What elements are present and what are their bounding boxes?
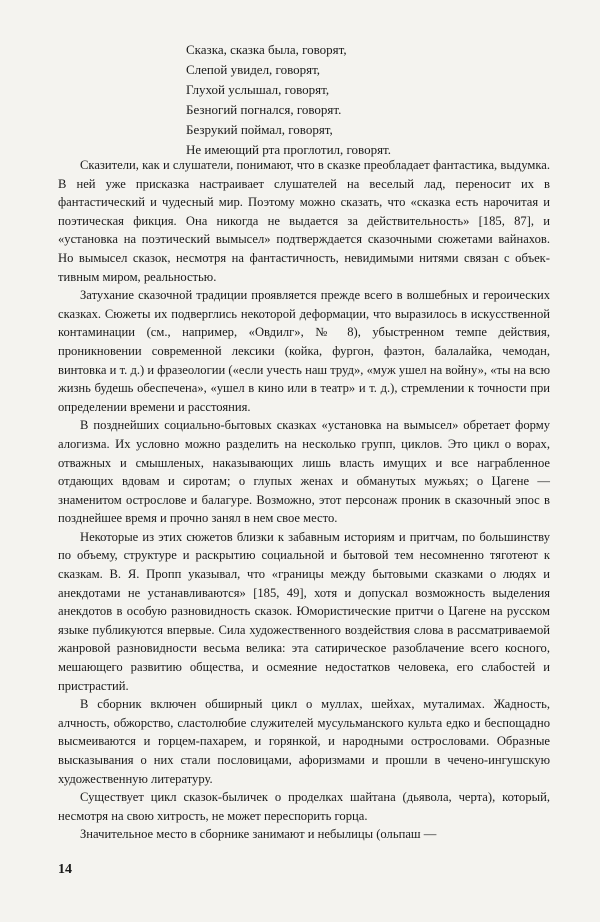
body-text [58,156,550,844]
verse-line: Не имеющий рта проглотил, говорят. [186,142,391,157]
verse-line: Глухой услышал, говорят, [186,82,330,97]
paragraph: Существует цикл сказок-быличек о проделках шайтана (дьявола, черта), который, несмотря на свою хитрость, не может переспорить горца. [58,790,550,823]
verse-line: Безрукий поймал, говорят, [186,122,333,137]
paragraph: Затухание сказочной традиции проявляется прежде всего в волшебных и героических сказках. Сюжеты их подверглись некоторой деформации, что выразилось в искусственной контаминации (см., например, «Овдилг», № 8), убыстренном темпе действия, проникновении современной лексики (койка, фургон, фаэтон, балалайка, чемодан, винтовка и т. д.) и фразеологии («если учесть наш труд», «муж ушел на войну», «ты на всю жизнь будешь обеспечена», «ушел в кино или в театр» и т. д.), стремлении к точности при определении времени и расстояния. [58,288,550,414]
paragraph: Сказители, как и слушатели, понимают, что в сказке преобладает фантастика, выдумка. В ней уже присказка настраивает слушателей на веселый лад, переносит их в фантастический и чудесный мир. Поэтому можно сказать, что «сказка есть нарочитая и поэтическая фикция. Она никогда не выдается за действительность» [185, 87], и «установка на поэтический вымысел» подтверждается сказочными сюжетами вайнахов. Но вымысел сказок, несмотря на фантастичность, невидимыми нитями связан с объективным миром, реальностью. [58,158,550,284]
verse-line: Слепой увидел, говорят, [186,62,321,77]
verse-line: Безногий погнался, говорят. [186,102,342,117]
verse-line: Сказка, сказка была, говорят, [186,42,347,57]
paragraph: Значительное место в сборнике занимают и небылицы (ольпаш — [80,827,437,842]
opening-verse [186,40,486,160]
paragraph: В сборник включен обширный цикл о муллах, шейхах, муталимах. Жадность, алчность, обжорство, сластолюбие служителей мусульманского культа едко и беспощадно высмеиваются и горцем-пахарем, и горянкой, и народными острословами. Образные высказывания о них стали пословицами, афоризмами и прошли в чечено-ингушскую художественную литературу. [58,697,550,786]
paragraph: Некоторые из этих сюжетов близки к забавным историям и притчам, по большинству по объему, структуре и раскрытию социальной и бытовой тем несомненно тяготеют к сказкам. В. Я. Пропп указывал, что «границы между бытовыми сказками о людях и анекдотами не устанавливаются» [185, 49], хотя и допускал возможность выделения анекдотов в особую разновидность сказок. Юмористические притчи о Цагене на русском языке публикуются впервые. Сила художественного воздействия слова в рассматриваемой жанровой разновидности весьма велика: эта сатирическое разоблачение всего косного, мешающего развитию общества, и осмеяние недостатков человека, его слабостей и пристрастий. [58,529,550,693]
page-number: 14 [58,862,72,877]
paragraph: В позднейших социально-бытовых сказках «установка на вымысел» обретает форму алогизма. Их условно можно разделить на несколько групп, циклов. Это цикл о ворах, отважных и смышленых, наказывающих лишь власть имущих и все награбленное отдающих вдовам и сиротам; о глупых женах и обманутых мужьях; о Цагене — знаменитом острослове и балагуре. Возможно, этот персонаж проник в сказочный эпос в позднейшее время и прочно занял в нем свое место. [58,418,550,526]
